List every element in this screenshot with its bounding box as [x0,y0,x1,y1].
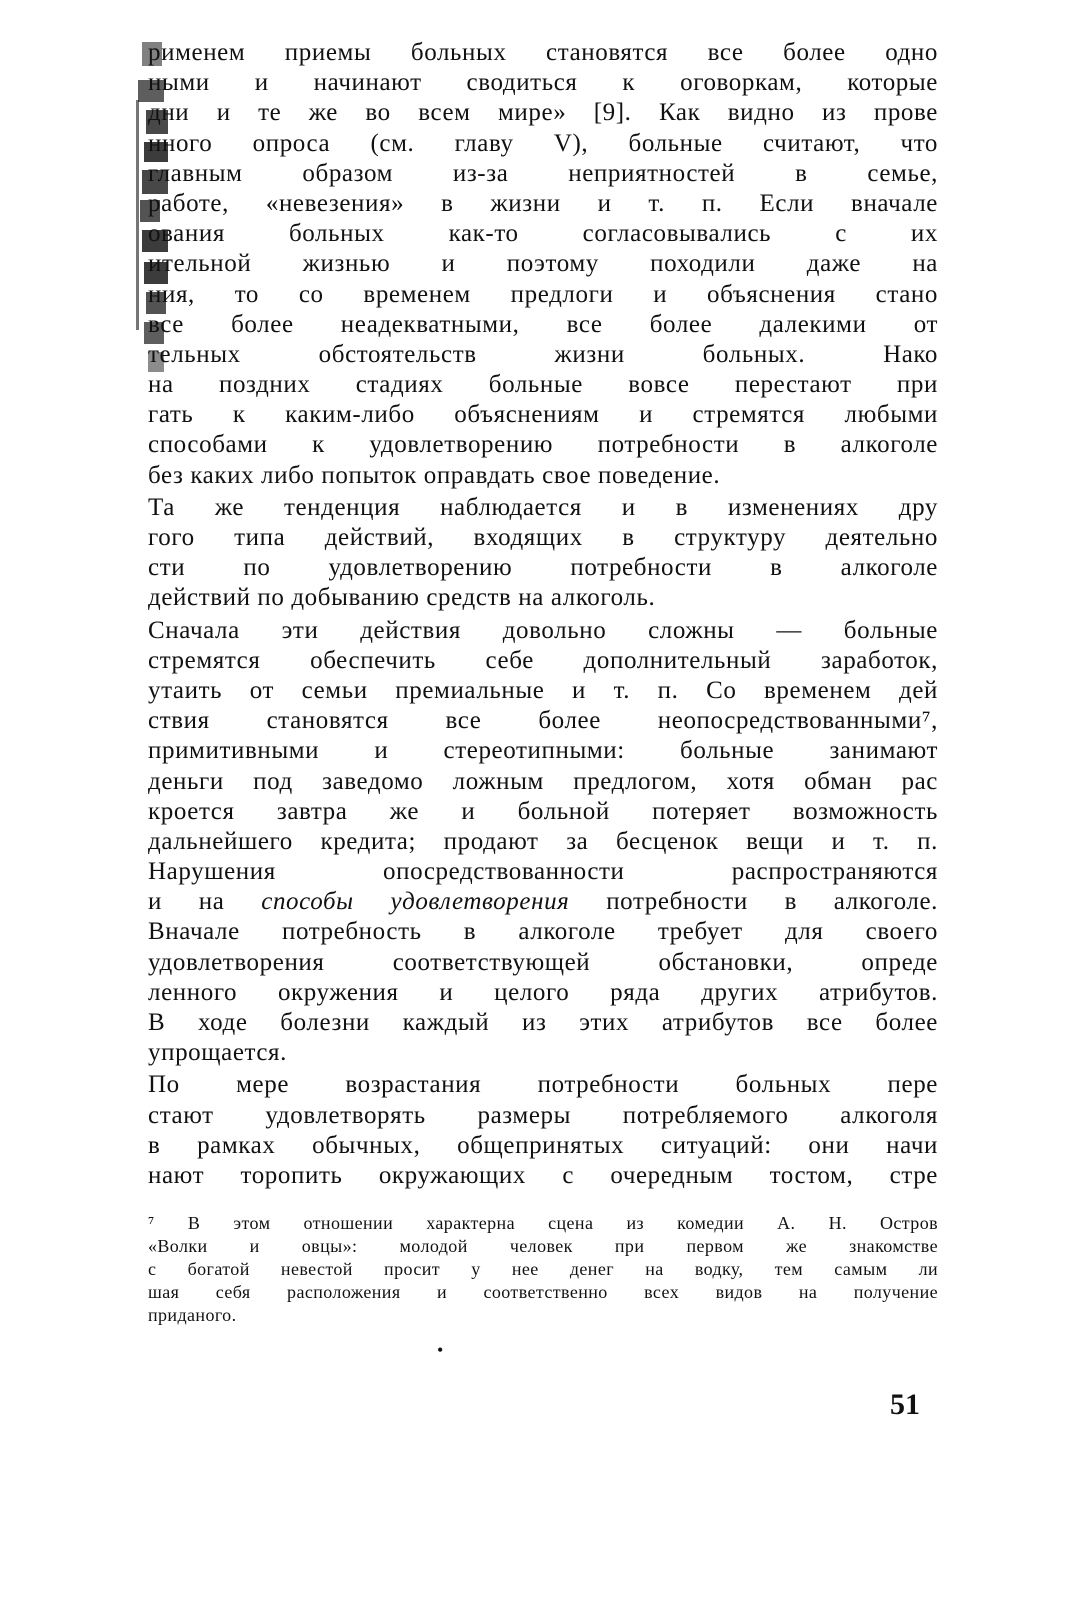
stray-mark: • [437,1340,444,1360]
footnote-line: ⁷ В этом отношении характерна сцена из комедии А. Н. Остров [148,1213,938,1233]
text-line: дальнейшего кредита; продают за бесценок вещи и т. п. [148,827,938,855]
text-line: гого типа действий, входящих в структуру деятельно [148,524,938,551]
text-line: нного опроса (см. главу V), больные считают, что [148,129,938,157]
text-line: упрощается. [148,1039,287,1067]
text-line: все более неадекватными, все более далекими от [148,310,938,338]
text-line: гать к каким-либо объяснениям и стремятся любыми [148,401,938,429]
text-line: Вначале потребность в алкоголе требует для своего [148,918,938,946]
text-line: Сначала эти действия довольно сложны — больные [148,616,938,644]
text-line: стремятся обеспечить себе дополнительный заработок, [148,646,938,674]
text-line: ными и начинают сводиться к оговоркам, которые [148,69,938,97]
text-line: на поздних стадиях больные вовсе перестают при [148,371,938,399]
footnote-line: «Волки и овцы»: молодой человек при первом же знакомстве [148,1236,938,1256]
text-line: Та же тенденция наблюдается и в изменениях дру [148,493,938,521]
text-line: утаить от семьи премиальные и т. п. Со временем дей [148,676,938,704]
text-line: работе, «невезения» в жизни и т. п. Если вначале [148,189,938,217]
footnote [148,1212,938,1327]
text-line: Нарушения опосредствованности распространяются [148,858,938,886]
text-line: дни и те же во всем мире» [9]. Как видно из прове [148,99,938,127]
text-line: тельных обстоятельств жизни больных. Нако [148,340,938,368]
text-line: В ходе болезни каждый из этих атрибутов все более [148,1009,938,1036]
text-line: рименем приемы больных становятся все более одно [148,39,938,66]
main-text [148,38,938,1191]
text-line-with-italic: и на способы удовлетворения потребности в алкоголе. [148,888,938,916]
text-line: ования больных как-то согласовывались с их [148,220,938,248]
text-line: удовлетворения соответствующей обстановки, опреде [148,948,938,976]
footnote-line: шая себя расположения и соответственно всех видов на получение [148,1282,938,1302]
text-line: ния, то со временем предлоги и объяснения стано [148,280,938,308]
text-line: ствия становятся все более неопосредствованными⁷, [148,707,938,735]
text-line: способами к удовлетворению потребности в алкоголе [148,431,938,459]
text-line: нают торопить окружающих с очередным тостом, стре [148,1161,938,1189]
text-line: без каких либо попыток оправдать свое поведение. [148,461,721,489]
footnote-line: приданого. [148,1305,237,1325]
text-line: главным образом из-за неприятностей в семье, [148,159,938,187]
text-line: сти по удовлетворению потребности в алкоголе [148,554,938,582]
text-line: действий по добыванию средств на алкоголь. [148,584,656,612]
text-line: ительной жизнью и поэтому походили даже на [148,250,938,278]
text-line: кроется завтра же и больной потеряет возможность [148,797,938,825]
text-line: в рамках обычных, общепринятых ситуаций: они начи [148,1131,938,1159]
text-line: деньги под заведомо ложным предлогом, хотя обман рас [148,767,938,795]
text-line: примитивными и стереотипными: больные занимают [148,737,938,765]
text-line: стают удовлетворять размеры потребляемого алкоголя [148,1101,938,1129]
text-line: ленного окружения и целого ряда других атрибутов. [148,978,938,1006]
footnote-line: с богатой невестой просит у нее денег на водку, тем самым ли [148,1259,938,1279]
italic-phrase: способы удовлетворения [261,888,570,916]
page-number: 51 [890,1388,920,1421]
text-line: По мере возрастания потребности больных пере [148,1071,938,1099]
